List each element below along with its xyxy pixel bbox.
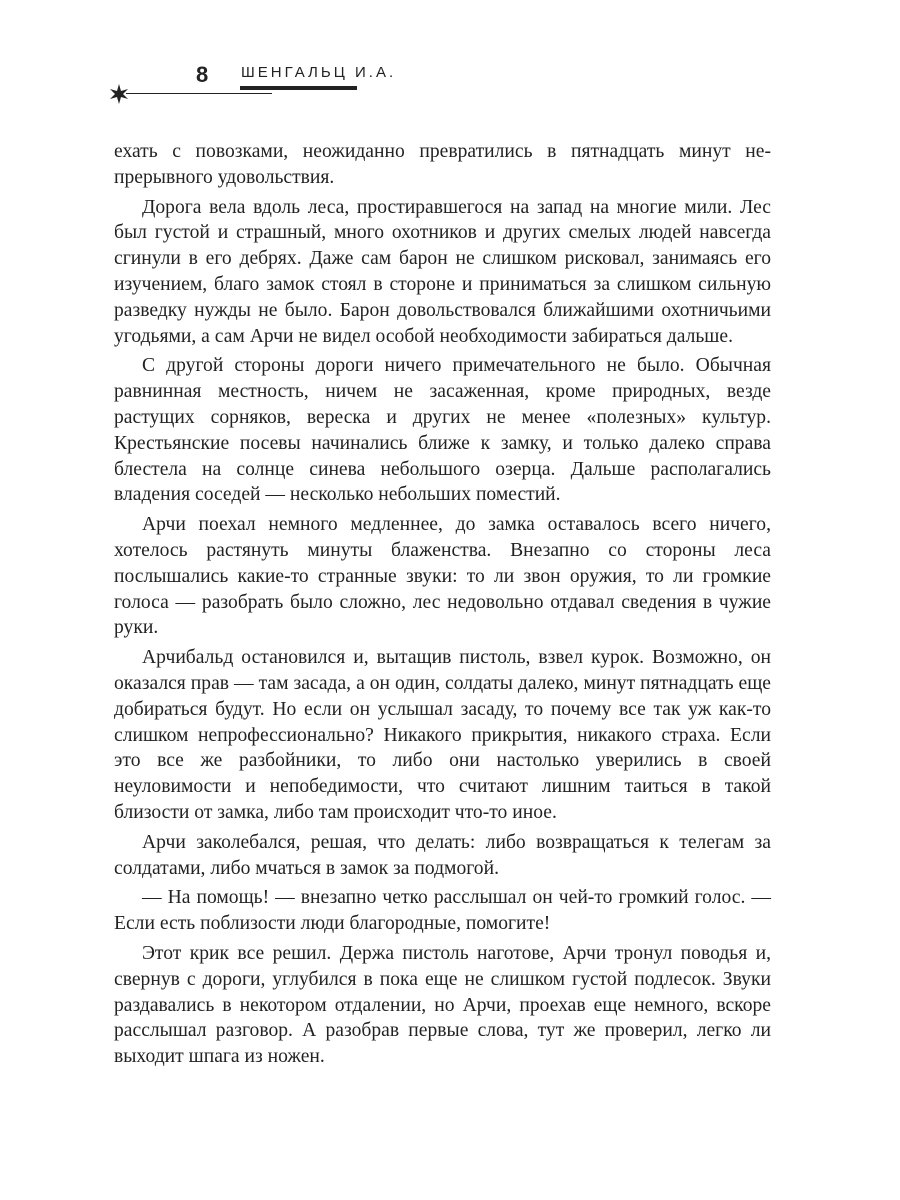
star-ornament-icon bbox=[109, 84, 129, 104]
running-head-author: ШЕНГАЛЬЦ И.А. bbox=[241, 64, 397, 81]
paragraph: С другой стороны дороги ничего примечательного не было. Обычная равнинная местность, ничем не засаженная, кроме природных, везде растущих сорняков, вереска и других не менее «полезных» культур. Крестьянские посевы начинались ближе к замку, и только далеко справа блестела на солнце синева небольшого озерца. Дальше располагались владения соседей — несколько небольших поместий. bbox=[114, 355, 771, 506]
paragraph: Арчи поехал немного медленнее, до замка оставалось всего ничего, хотелось растянуть минуты блаженства. Внезапно со стороны леса послышались какие-то странные звуки: то ли звон оружия, то ли громкие голоса — разобрать было сложно, лес недовольно отдавал сведения в чужие руки. bbox=[114, 514, 771, 639]
page-number: 8 bbox=[196, 62, 209, 87]
header-thick-rule bbox=[240, 86, 357, 90]
paragraph: Арчибальд остановился и, вытащив пистоль, взвел курок. Возможно, он оказался прав — там засада, а он один, солдаты далеко, минут пятнадцать еще добираться будут. Но если он услышал засаду, то почему все так уж как-то слишком непрофессионально? Никакого прикрытия, никакого страха. Если это все же разбойники, то либо они настолько уверились в своей неуловимости и непобедимости, что считают лишним таиться в такой близости от замка, либо там происходит что-то иное. bbox=[114, 647, 771, 823]
paragraph: Этот крик все решил. Держа пистоль наготове, Арчи тронул поводья и, свернув с дороги, углубился в пока еще не слишком густой подлесок. Звуки раздавались в некотором отдалении, но Арчи, проехав еще немного, вскоре расслышал разговор. А разобрав первые слова, тут же проверил, легко ли выходит шпага из ножен. bbox=[114, 942, 771, 1068]
paragraph-dialogue: — На помощь! — внезапно четко расслышал он чей-то громкий голос. — Если есть поблизости люди благородные, помогите! bbox=[114, 887, 771, 935]
header-thin-rule bbox=[126, 93, 272, 94]
page-header bbox=[0, 0, 900, 110]
body-text bbox=[114, 139, 771, 1070]
paragraph-continued: ехать с повозками, неожиданно превратились в пятнадцать минут непрерывного удовольствия. bbox=[114, 141, 771, 188]
paragraph: Дорога вела вдоль леса, простиравшегося на запад на многие мили. Лес был густой и страшный, много охотников и других смелых людей навсегда сгинули в его дебрях. Даже сам барон не слишком рисковал, занимаясь его изучением, благо замок стоял в стороне и приниматься за слишком сильную разведку нужды не было. Барон довольствовался ближайшими охотничьими угодьями, а сам Арчи не видел особой необходимости забираться дальше. bbox=[114, 196, 771, 347]
paragraph: Арчи заколебался, решая, что делать: либо возвращаться к телегам за солдатами, либо мчаться в замок за подмогой. bbox=[114, 831, 771, 879]
